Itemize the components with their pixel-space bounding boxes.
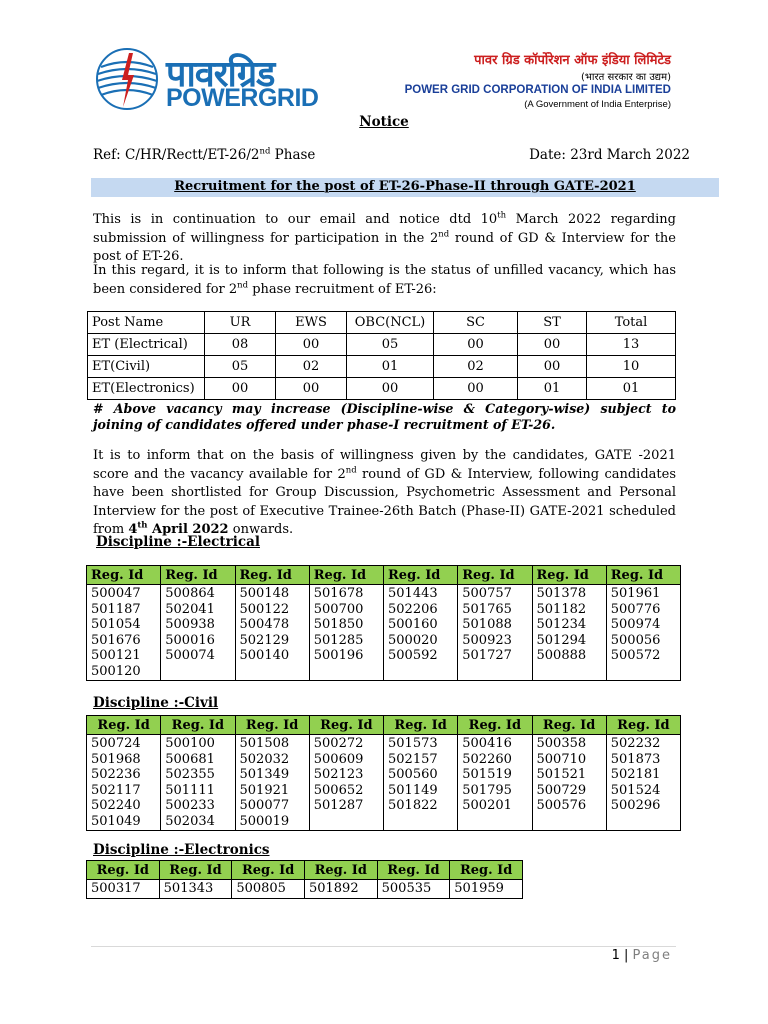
reg-id: 500047 bbox=[91, 586, 141, 601]
reg-id-cell bbox=[87, 735, 161, 831]
reg-id: 500560 bbox=[388, 767, 438, 782]
reg-id: 501349 bbox=[239, 767, 290, 782]
powergrid-logo-emblem bbox=[95, 47, 159, 111]
reg-id: 501573 bbox=[388, 736, 438, 751]
reg-id-cell bbox=[606, 585, 680, 681]
reg-id: 500056 bbox=[610, 632, 661, 648]
reg-id-header: Reg. Id bbox=[161, 716, 235, 735]
reg-id-cell bbox=[309, 735, 383, 831]
discipline-civil-heading: Discipline :-Civil bbox=[93, 695, 219, 711]
reg-id: 500592 bbox=[388, 648, 438, 663]
reg-id: 501678 bbox=[313, 586, 364, 601]
reg-id: 501054 bbox=[91, 617, 141, 632]
vacancy-count: 00 bbox=[434, 378, 518, 400]
reg-id: 500710 bbox=[536, 751, 587, 767]
paragraph-shortlist-info: It is to inform that on the basis of willingness given by the candidates, GATE -2021 score and the vacancy available for 2nd round of GD & Interview, following candidates have been shortlisted for Group Discussion, Psychometric Assessment and Personal Interview for the post of Executive Trainee-26th Batch (Phase-II) GATE-2021 scheduled from 4th April 2022 onwards. bbox=[93, 448, 677, 537]
vacancy-count: 02 bbox=[276, 356, 347, 378]
reg-id: 501892 bbox=[304, 880, 377, 899]
paragraph-continuation: This is in continuation to our email and notice dtd 10th March 2022 regarding submission of willingness for participation in the 2nd round of GD & Interview for the post of ET-26. bbox=[93, 210, 676, 264]
reg-id-cell bbox=[235, 585, 309, 681]
reg-id-header: Reg. Id bbox=[304, 861, 377, 880]
reg-id: 502260 bbox=[462, 751, 512, 767]
reg-id: 501959 bbox=[450, 880, 523, 899]
reg-id-header: Reg. Id bbox=[87, 566, 161, 585]
vacancy-table-row bbox=[88, 334, 676, 356]
reg-id: 501519 bbox=[462, 767, 512, 782]
page-separator: | bbox=[619, 948, 633, 963]
reg-id: 502181 bbox=[610, 767, 661, 782]
vacancy-count: 01 bbox=[518, 378, 587, 400]
reg-id: 501921 bbox=[239, 782, 290, 798]
reg-id: 501149 bbox=[388, 782, 438, 798]
reg-id: 502032 bbox=[239, 751, 290, 767]
reg-id: 500020 bbox=[388, 632, 438, 648]
reg-id: 500681 bbox=[165, 751, 215, 767]
discipline-electrical-heading: Discipline :-Electrical bbox=[96, 534, 260, 550]
vacancy-header-ur: UR bbox=[205, 312, 276, 334]
reg-id-header: Reg. Id bbox=[232, 861, 305, 880]
reg-id: 500923 bbox=[462, 632, 512, 648]
vacancy-header-post-name: Post Name bbox=[88, 312, 205, 334]
corporation-subtitle-english: (A Government of India Enterprise) bbox=[524, 99, 671, 110]
reg-id: 501524 bbox=[610, 782, 661, 798]
reg-id: 500938 bbox=[165, 617, 215, 632]
reg-id: 500074 bbox=[165, 648, 215, 663]
reg-id: 501795 bbox=[462, 782, 512, 798]
reg-id: 501088 bbox=[462, 617, 512, 632]
vacancy-table bbox=[87, 311, 676, 400]
reg-id: 500652 bbox=[313, 782, 364, 798]
vacancy-count: 10 bbox=[587, 356, 676, 378]
reg-id: 500609 bbox=[313, 751, 364, 767]
reg-id: 502034 bbox=[165, 813, 215, 829]
reg-id: 501049 bbox=[91, 813, 141, 829]
vacancy-post-name: ET(Civil) bbox=[88, 356, 205, 378]
vacancy-count: 00 bbox=[347, 378, 434, 400]
reg-id: 501676 bbox=[91, 632, 141, 648]
reg-id: 502206 bbox=[388, 601, 438, 617]
reg-id: 500416 bbox=[462, 736, 512, 751]
page-label: Page bbox=[632, 948, 672, 963]
reg-id: 500724 bbox=[91, 736, 141, 751]
vacancy-count: 00 bbox=[518, 356, 587, 378]
vacancy-count: 00 bbox=[205, 378, 276, 400]
corporation-name-english: POWER GRID CORPORATION OF INDIA LIMITED bbox=[404, 84, 671, 96]
reference-number: Ref: C/HR/Rectt/ET-26/2nd Phase bbox=[93, 146, 316, 163]
reg-id: 502117 bbox=[91, 782, 141, 798]
reg-id: 502355 bbox=[165, 767, 215, 782]
page-number: 1 bbox=[611, 948, 620, 963]
vacancy-table-row bbox=[88, 378, 676, 400]
reg-id-cell bbox=[309, 585, 383, 681]
reg-id: 500201 bbox=[462, 798, 512, 813]
reg-id: 500576 bbox=[536, 798, 587, 813]
electrical-reg-id-table bbox=[86, 565, 681, 681]
page-footer bbox=[612, 948, 672, 963]
reg-id-header: Reg. Id bbox=[87, 716, 161, 735]
vacancy-count: 05 bbox=[205, 356, 276, 378]
vacancy-count: 00 bbox=[276, 334, 347, 356]
vacancy-count: 02 bbox=[434, 356, 518, 378]
reg-id: 501111 bbox=[165, 782, 215, 798]
reg-id-cell bbox=[235, 735, 309, 831]
corporation-subtitle-hindi: (भारत सरकार का उद्यम) bbox=[581, 72, 671, 83]
reg-id-header: Reg. Id bbox=[235, 566, 309, 585]
reg-id-cell bbox=[458, 735, 532, 831]
notice-date: Date: 23rd March 2022 bbox=[529, 147, 690, 163]
reg-id: 500864 bbox=[165, 586, 215, 601]
reg-id: 500700 bbox=[313, 601, 364, 617]
reg-id: 500122 bbox=[239, 601, 290, 617]
reg-id: 501285 bbox=[313, 632, 364, 648]
reg-id-header: Reg. Id bbox=[384, 716, 458, 735]
vacancy-header-ews: EWS bbox=[276, 312, 347, 334]
reg-id-header: Reg. Id bbox=[606, 566, 680, 585]
reg-id: 501287 bbox=[313, 798, 364, 813]
reg-id: 501234 bbox=[536, 617, 587, 632]
vacancy-table-header-row bbox=[88, 312, 676, 334]
reg-id-header: Reg. Id bbox=[309, 716, 383, 735]
electronics-reg-id-table bbox=[86, 860, 523, 899]
reg-id: 500019 bbox=[239, 813, 290, 829]
reg-id: 501378 bbox=[536, 586, 587, 601]
reg-id: 500805 bbox=[232, 880, 305, 899]
reg-id-header: Reg. Id bbox=[309, 566, 383, 585]
reg-id: 500148 bbox=[239, 586, 290, 601]
reg-id-header: Reg. Id bbox=[606, 716, 680, 735]
reg-id: 500478 bbox=[239, 617, 290, 632]
logo-english-text: POWERGRID bbox=[166, 84, 319, 112]
reg-id: 500160 bbox=[388, 617, 438, 632]
reg-id-header: Reg. Id bbox=[450, 861, 523, 880]
discipline-electronics-heading: Discipline :-Electronics bbox=[93, 842, 270, 858]
vacancy-count: 00 bbox=[434, 334, 518, 356]
reg-id: 501182 bbox=[536, 601, 587, 617]
reg-id: 501968 bbox=[91, 751, 141, 767]
reg-id: 500535 bbox=[377, 880, 450, 899]
corporation-name-hindi: पावर ग्रिड कॉर्पोरेशन ऑफ इंडिया लिमिटेड bbox=[474, 53, 671, 68]
reg-id-cell bbox=[161, 585, 235, 681]
reg-id: 500016 bbox=[165, 632, 215, 648]
reg-id: 500100 bbox=[165, 736, 215, 751]
reg-id: 501187 bbox=[91, 601, 141, 617]
reg-id: 500120 bbox=[91, 663, 141, 679]
reg-id: 501765 bbox=[462, 601, 512, 617]
reg-id: 502041 bbox=[165, 601, 215, 617]
reg-id-cell bbox=[384, 585, 458, 681]
vacancy-count: 01 bbox=[347, 356, 434, 378]
vacancy-header-st: ST bbox=[518, 312, 587, 334]
reg-id-cell bbox=[606, 735, 680, 831]
vacancy-count: 05 bbox=[347, 334, 434, 356]
reg-id-cell bbox=[532, 585, 606, 681]
vacancy-count: 01 bbox=[587, 378, 676, 400]
reg-id: 502129 bbox=[239, 632, 290, 648]
reg-id-cell bbox=[161, 735, 235, 831]
reg-id: 501727 bbox=[462, 648, 512, 663]
reg-id: 500121 bbox=[91, 648, 141, 663]
reg-id-header: Reg. Id bbox=[532, 566, 606, 585]
reg-id-header: Reg. Id bbox=[87, 861, 160, 880]
reg-id: 500140 bbox=[239, 648, 290, 663]
reg-id: 500757 bbox=[462, 586, 512, 601]
reg-id: 502240 bbox=[91, 798, 141, 813]
reg-id: 501343 bbox=[159, 880, 232, 899]
reg-id: 500196 bbox=[313, 648, 364, 663]
reg-id-header: Reg. Id bbox=[458, 716, 532, 735]
reg-id: 502157 bbox=[388, 751, 438, 767]
notice-title: Notice bbox=[359, 114, 409, 130]
reg-id: 500233 bbox=[165, 798, 215, 813]
reg-id-header: Reg. Id bbox=[159, 861, 232, 880]
reg-id-header: Reg. Id bbox=[532, 716, 606, 735]
vacancy-post-name: ET(Electronics) bbox=[88, 378, 205, 400]
reg-id: 500776 bbox=[610, 601, 661, 617]
vacancy-count: 08 bbox=[205, 334, 276, 356]
reg-id-header: Reg. Id bbox=[458, 566, 532, 585]
civil-reg-id-table bbox=[86, 715, 681, 831]
reg-id: 500358 bbox=[536, 736, 587, 751]
reg-id-cell bbox=[384, 735, 458, 831]
logo-hindi-text: पावरग्रिड bbox=[166, 54, 275, 95]
reg-id: 501508 bbox=[239, 736, 290, 751]
reg-id-cell bbox=[87, 585, 161, 681]
paragraph-vacancy-status: In this regard, it is to inform that following is the status of unfilled vacancy, which has been considered for 2nd phase recruitment of ET-26: bbox=[93, 263, 676, 297]
reg-id: 502236 bbox=[91, 767, 141, 782]
footer-divider bbox=[91, 946, 676, 947]
reg-id: 501961 bbox=[610, 586, 661, 601]
reg-id: 501873 bbox=[610, 751, 661, 767]
reg-id: 500888 bbox=[536, 648, 587, 663]
reg-id: 501822 bbox=[388, 798, 438, 813]
reg-id-cell bbox=[458, 585, 532, 681]
reg-id-header: Reg. Id bbox=[235, 716, 309, 735]
vacancy-header-obc: OBC(NCL) bbox=[347, 312, 434, 334]
reg-id: 500974 bbox=[610, 617, 661, 632]
vacancy-count: 13 bbox=[587, 334, 676, 356]
reg-id: 502232 bbox=[610, 736, 661, 751]
reg-id-header: Reg. Id bbox=[161, 566, 235, 585]
vacancy-count: 00 bbox=[518, 334, 587, 356]
vacancy-table-row bbox=[88, 356, 676, 378]
reg-id: 500272 bbox=[313, 736, 364, 751]
vacancy-post-name: ET (Electrical) bbox=[88, 334, 205, 356]
reg-id: 501443 bbox=[388, 586, 438, 601]
reg-id-cell bbox=[532, 735, 606, 831]
reg-id-header: Reg. Id bbox=[377, 861, 450, 880]
reg-id: 500572 bbox=[610, 648, 661, 663]
reg-id: 500296 bbox=[610, 798, 661, 813]
vacancy-header-total: Total bbox=[587, 312, 676, 334]
reg-id: 500729 bbox=[536, 782, 587, 798]
vacancy-note: # Above vacancy may increase (Discipline-wise & Category-wise) subject to joining of candidates offered under phase-I recruitment of ET-26. bbox=[93, 401, 676, 432]
reg-id-header: Reg. Id bbox=[384, 566, 458, 585]
reg-id: 501521 bbox=[536, 767, 587, 782]
reg-id: 500317 bbox=[87, 880, 160, 899]
vacancy-header-sc: SC bbox=[434, 312, 518, 334]
notice-subject: Recruitment for the post of ET-26-Phase-II through GATE-2021 bbox=[174, 179, 636, 194]
vacancy-count: 00 bbox=[276, 378, 347, 400]
reg-id: 501850 bbox=[313, 617, 364, 632]
reg-id: 501294 bbox=[536, 632, 587, 648]
reg-id: 502123 bbox=[313, 767, 364, 782]
reg-id: 500077 bbox=[239, 798, 290, 813]
